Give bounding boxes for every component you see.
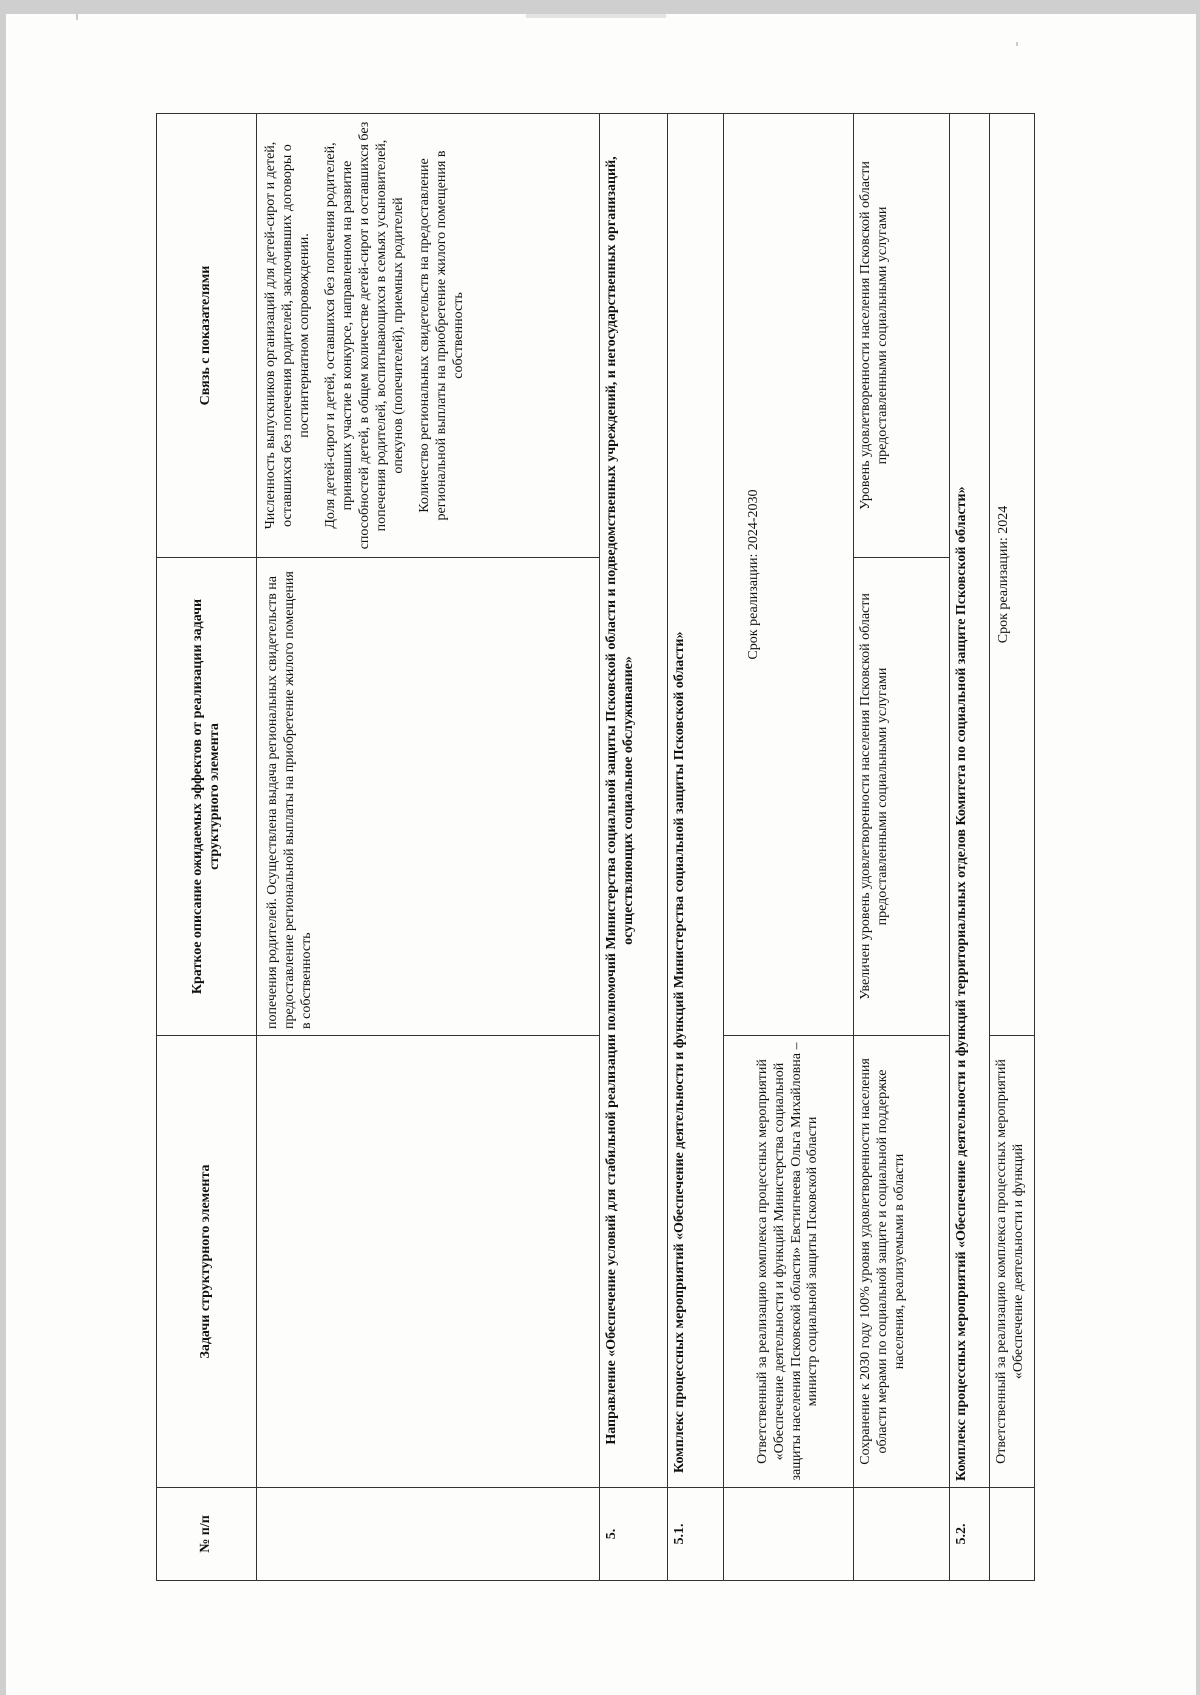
structural-elements-table [156, 113, 1035, 1581]
cell-number-empty [724, 1488, 854, 1581]
cell-number: 5. [600, 1488, 668, 1581]
cell-task: Сохранение к 2030 году 100% уровня удовлетворенности населения области мерами по социальной защите и социальной поддержке населения, реализуемыми в области [854, 1036, 950, 1488]
cell-link: Уровень удовлетворенности населения Псковской области предоставленными социальными услугами [854, 114, 950, 558]
section-title: Комплекс процессных мероприятий «Обеспечение деятельности и функций территориальных отделов Комитета по социальной защите Псковской области» [950, 114, 990, 1488]
cell-effect: попечения родителей. Осуществлена выдача региональных свидетельств на предоставление региональной выплаты на приобретение жилого помещения в собственность [257, 558, 600, 1036]
cell-number-empty [990, 1488, 1035, 1581]
scan-artifact [76, 14, 78, 20]
table-row-responsible [724, 114, 854, 1581]
table-header-row [157, 114, 257, 1581]
table-row-section-5 [600, 114, 668, 1581]
table-row-responsible [990, 114, 1035, 1581]
header-number: № п/п [157, 1488, 257, 1581]
cell-effect: Увеличен уровень удовлетворенности населения Псковской области предоставленными социальными услугами [854, 558, 950, 1036]
header-link: Связь с показателями [157, 114, 257, 558]
section-title: Направление «Обеспечение условий для стабильной реализации полномочий Министерства социальной защиты Псковской области и подведомственных учреждений, и негосударственных организаций, осуществляющих социальное обслуживание» [600, 114, 668, 1488]
link-indicator-3: Количество региональных свидетельств на предоставление региональной выплаты на приобретение жилого помещения в собственность [417, 150, 466, 521]
document-page [6, 14, 1196, 1695]
rotated-table-wrapper [156, 114, 1034, 1581]
table-row-continued [257, 114, 600, 1581]
cell-number-empty [257, 1488, 600, 1581]
section-title: Комплекс процессных мероприятий «Обеспечение деятельности и функций Министерства социальной защиты Псковской области» [668, 114, 724, 1488]
table-row-task [854, 114, 950, 1581]
cell-task-empty [257, 1036, 600, 1488]
link-indicator-1: Численность выпускников организаций для детей-сирот и детей, оставшихся без попечения родителей, заключивших договоры о постинтернатном сопровождении. [263, 141, 312, 530]
header-task: Задачи структурного элемента [157, 1036, 257, 1488]
cell-responsible: Ответственный за реализацию комплекса процессных мероприятий «Обеспечение деятельности и функций [990, 1036, 1035, 1488]
cell-number-empty [854, 1488, 950, 1581]
scan-artifact [1016, 42, 1018, 46]
cell-term: Срок реализации: 2024-2030 [724, 114, 854, 1036]
table-row-section-5-2 [950, 114, 990, 1581]
cell-term: Срок реализации: 2024 [990, 114, 1035, 1036]
cell-number: 5.1. [668, 1488, 724, 1581]
header-effect: Краткое описание ожидаемых эффектов от реализации задачи структурного элемента [157, 558, 257, 1036]
cell-number: 5.2. [950, 1488, 990, 1581]
scan-artifact [526, 14, 666, 18]
cell-link [257, 114, 600, 558]
link-indicator-2: Доля детей-сирот и детей, оставшихся без попечения родителей, принявших участие в конкурсе, направленном на развитие способностей детей, в общем количестве детей-сирот и оставшихся без попечения родителей, воспитывающихся в семьях усыновителей, опекунов (попечителей), приемных родителей [323, 121, 406, 550]
cell-responsible: Ответственный за реализацию комплекса процессных мероприятий «Обеспечение деятельности и функций Министерства социальной защиты населения Псковской области» Евстигнеева Ольга Михайловна – министр социальной защиты Псковской области [724, 1036, 854, 1488]
table-row-section-5-1 [668, 114, 724, 1581]
